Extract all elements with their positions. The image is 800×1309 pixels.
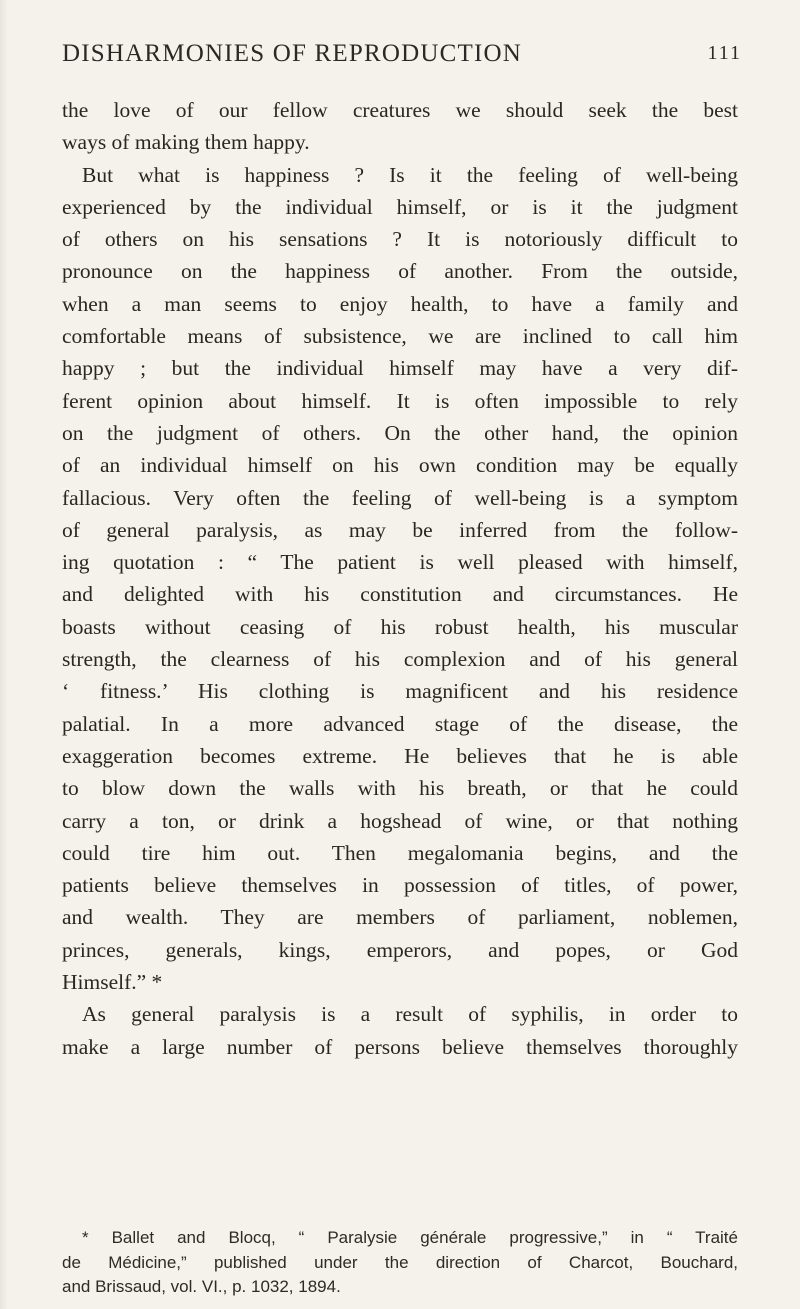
text-line: on the judgment of others. On the other hand, the opinion (62, 420, 738, 445)
text-line: comfortable means of subsistence, we are inclined to call him (62, 324, 738, 349)
text-line: experienced by the individual himself, or is it the judgment (62, 194, 738, 219)
page-number: 111 (707, 42, 742, 64)
text-line: happy ; but the individual himself may have a very dif- (62, 356, 738, 381)
text-line: princes, generals, kings, emperors, and popes, or God (62, 937, 738, 962)
text-line: exaggeration becomes extreme. He believes that he is able (62, 743, 738, 768)
text-line: strength, the clearness of his complexion and of his general (62, 647, 738, 672)
text-line: ‘ fitness.’ His clothing is magnificent and his residence (62, 679, 738, 704)
running-head (62, 40, 742, 72)
text-line: fallacious. Very often the feeling of well-being is a symptom (62, 485, 738, 510)
text-line: ing quotation : “ The patient is well pleased with himself, (62, 550, 738, 575)
text-line: and wealth. They are members of parliament, noblemen, (62, 905, 738, 930)
text-line: palatial. In a more advanced stage of the disease, the (62, 711, 738, 736)
body-text (62, 94, 738, 1063)
text-line: make a large number of persons believe themselves thoroughly (62, 1034, 738, 1059)
text-line: pronounce on the happiness of another. From the outside, (62, 259, 738, 284)
footnote-line: * Ballet and Blocq, “ Paralysie générale progressive,” in “ Traité (82, 1228, 738, 1247)
text-line: carry a ton, or drink a hogshead of wine, or that nothing (62, 808, 738, 833)
text-line: the love of our fellow creatures we should seek the best (62, 98, 738, 122)
footnote-line: de Médicine,” published under the direction of Charcot, Bouchard, (62, 1252, 738, 1272)
text-line: ways of making them happy. (62, 130, 310, 155)
text-line: could tire him out. Then megalomania begins, and the (62, 840, 738, 865)
footnote-line: and Brissaud, vol. VI., p. 1032, 1894. (62, 1277, 341, 1296)
spine-shadow (0, 0, 8, 1309)
text-line: ferent opinion about himself. It is often impossible to rely (62, 388, 738, 413)
text-line: As general paralysis is a result of syphilis, in order to (82, 1002, 738, 1027)
running-title: DISHARMONIES OF REPRODUCTION (62, 40, 523, 67)
text-line: when a man seems to enjoy health, to have a family and (62, 291, 738, 316)
text-line: Himself.” * (62, 970, 163, 995)
text-line: boasts without ceasing of his robust health, his muscular (62, 614, 738, 639)
text-line: But what is happiness ? Is it the feeling of well-being (82, 162, 738, 187)
text-line: patients believe themselves in possession of titles, of power, (62, 873, 738, 898)
text-line: of general paralysis, as may be inferred from the follow- (62, 517, 738, 542)
text-line: of an individual himself on his own condition may be equally (62, 453, 738, 478)
text-line: and delighted with his constitution and circumstances. He (62, 582, 738, 607)
footnote (62, 1226, 738, 1300)
text-line: of others on his sensations ? It is notoriously difficult to (62, 227, 738, 252)
text-line: to blow down the walls with his breath, or that he could (62, 776, 738, 801)
